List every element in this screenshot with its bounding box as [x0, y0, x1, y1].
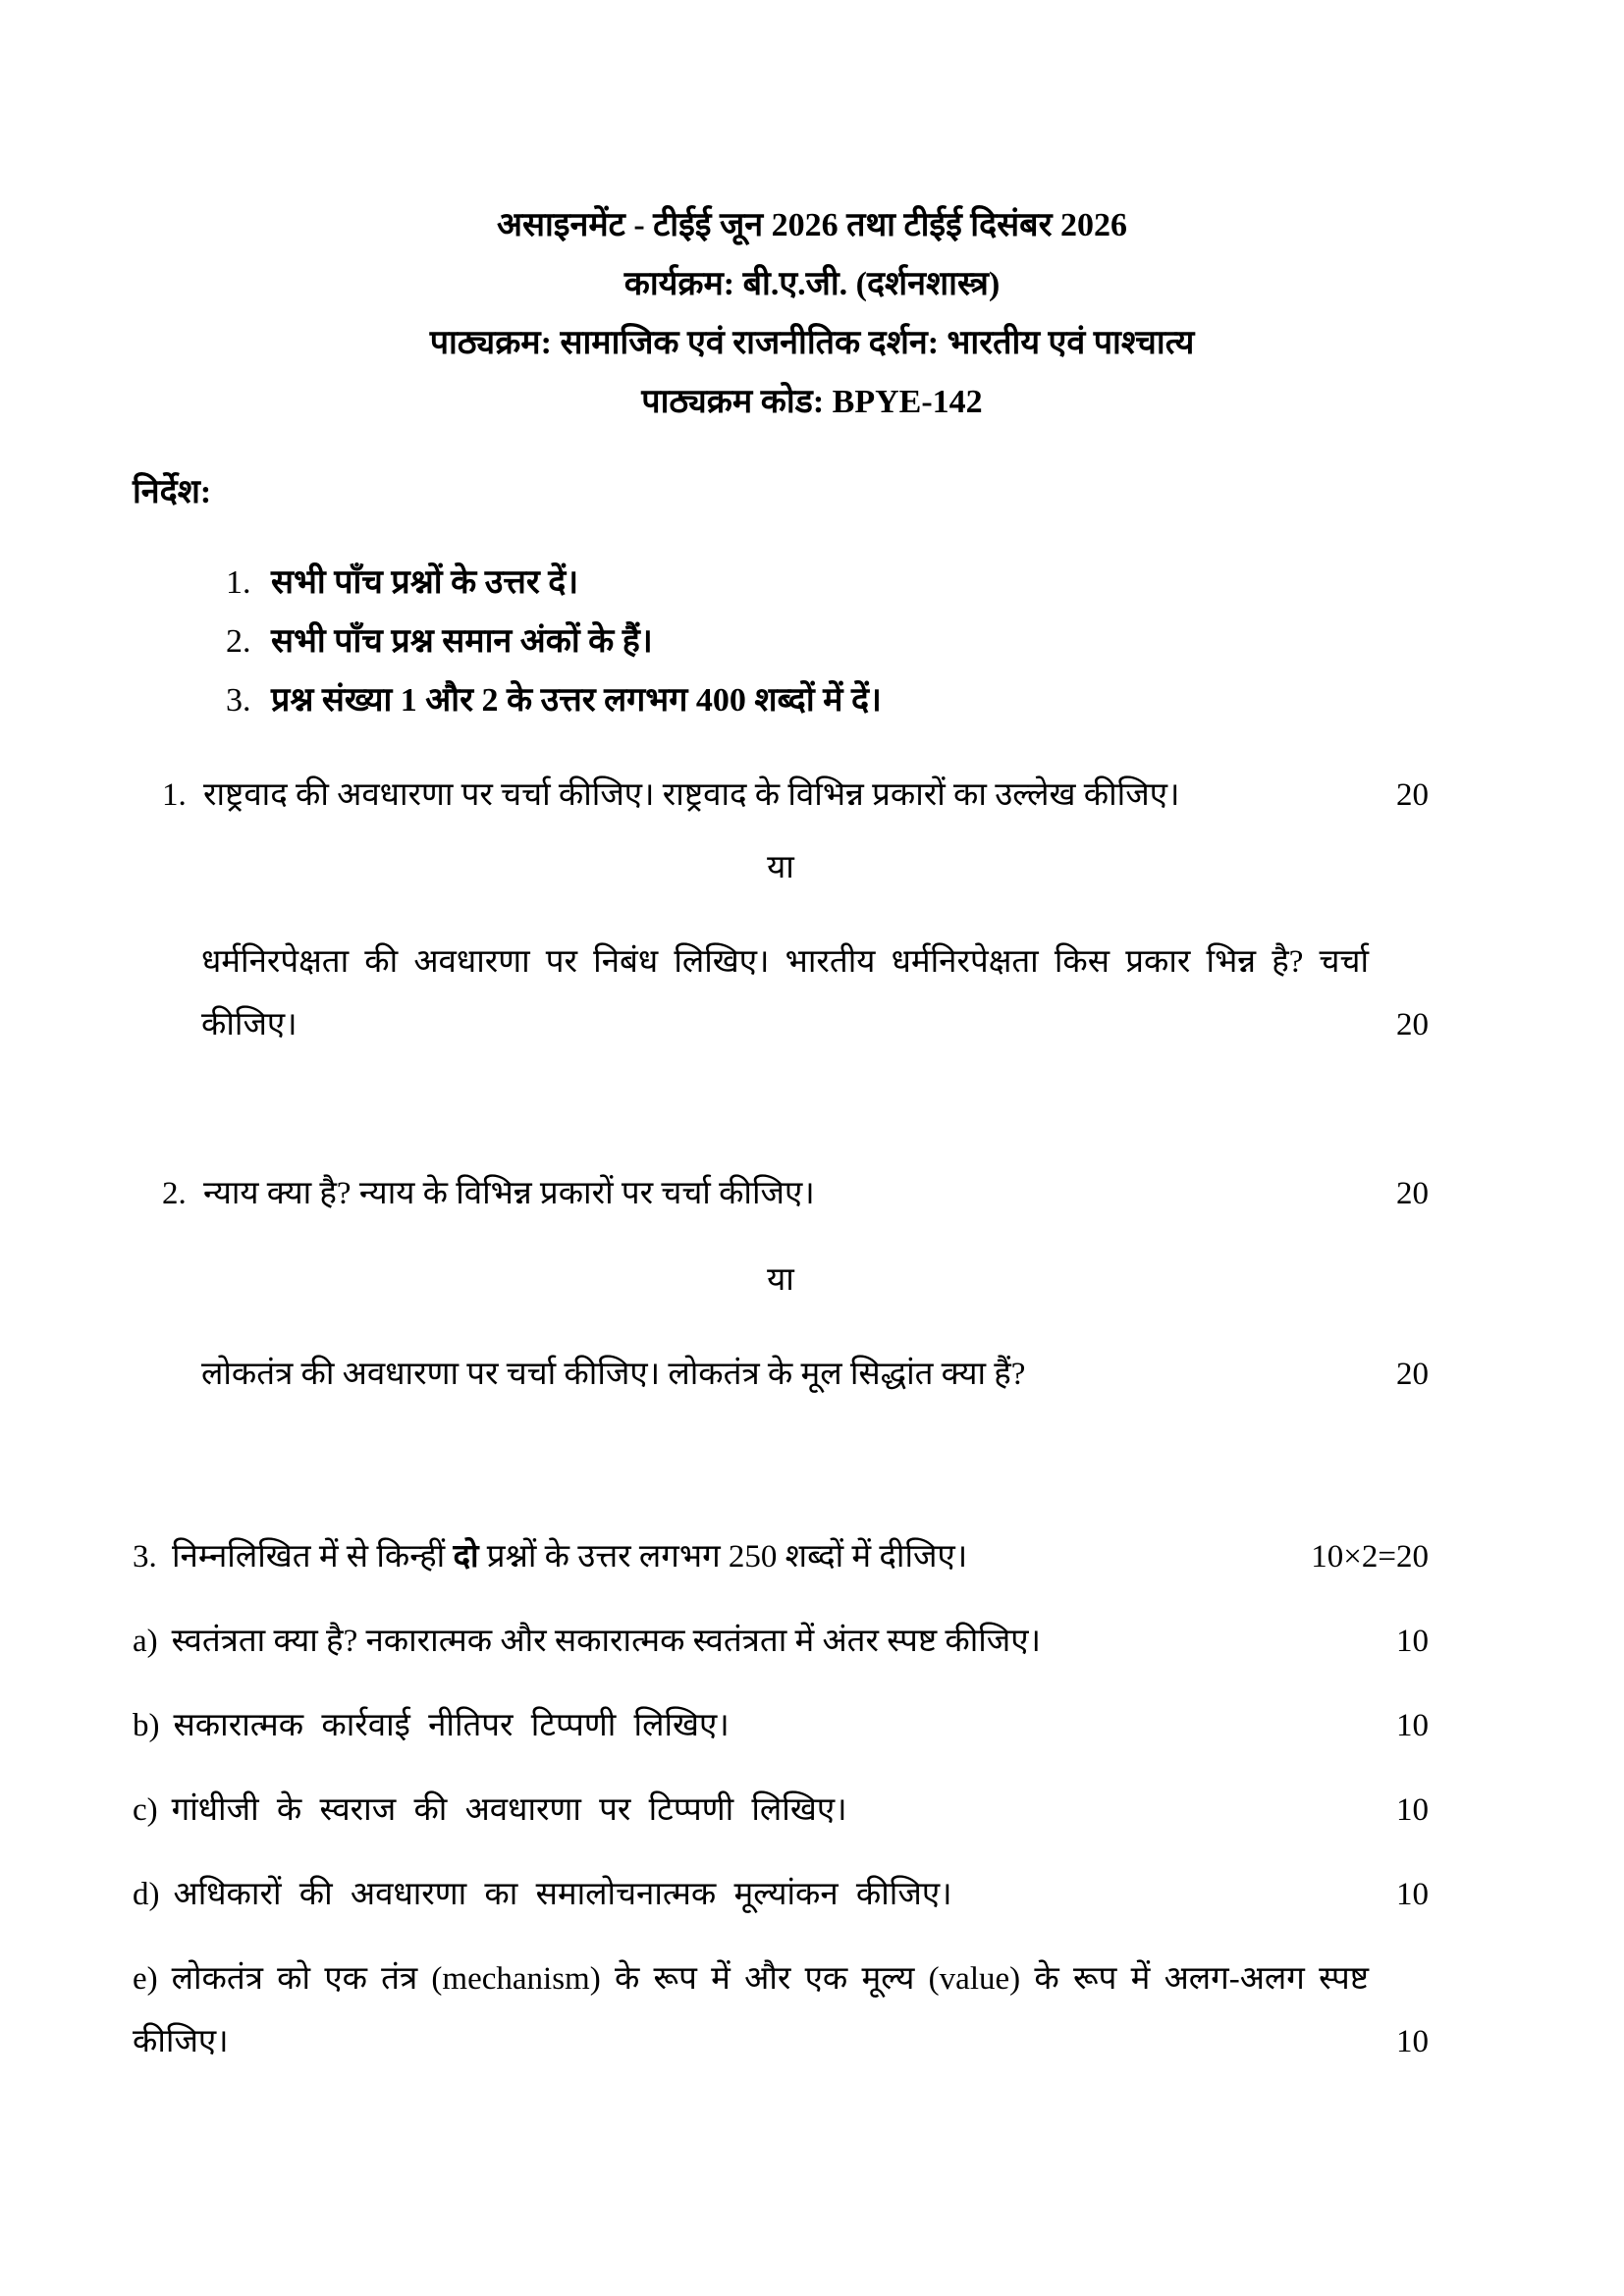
- subquestion-marks: 10: [1396, 1624, 1429, 1659]
- instructions-list: [133, 554, 1429, 730]
- subquestion-text: [133, 1948, 1369, 2073]
- subquestion-d: [133, 1863, 1429, 1926]
- document-header: [0, 196, 1624, 432]
- question-marks: 20: [1396, 1357, 1429, 1392]
- instruction-item-3: [133, 671, 1429, 730]
- instruction-text: सभी पाँच प्रश्नों के उत्तर दें।: [271, 564, 579, 601]
- question-3: [133, 1525, 1429, 1588]
- subquestion-label: c): [133, 1792, 158, 1828]
- question-number: 2.: [162, 1176, 187, 1211]
- question-marks: 20: [1396, 1007, 1429, 1042]
- programme-title: कार्यक्रम: बी.ए.जी. (दर्शनशास्त्र): [623, 266, 1001, 302]
- question-1: [133, 764, 1429, 827]
- instruction-number: 3.: [226, 682, 251, 719]
- question-text: [172, 1525, 1283, 1588]
- question-text-post: प्रश्नों के उत्तर लगभग 250 शब्दों में दीजिए।: [478, 1539, 968, 1575]
- instruction-text: सभी पाँच प्रश्न समान अंकों के हैं।: [271, 623, 653, 660]
- course-title: पाठ्यक्रम: सामाजिक एवं राजनीतिक दर्शन: भारतीय एवं पाश्चात्य: [429, 325, 1195, 361]
- subquestion-label: d): [133, 1877, 160, 1912]
- instructions-heading: निर्देश:: [133, 474, 212, 510]
- subquestion-body: गांधीजी के स्वराज की अवधारणा पर टिप्पणी लिखिए।: [171, 1792, 847, 1828]
- subquestion-text: [133, 1610, 1369, 1673]
- subquestion-label: a): [133, 1624, 158, 1659]
- question-marks: 20: [1396, 777, 1429, 813]
- subquestion-label: e): [133, 1961, 158, 1997]
- course-code: पाठ्यक्रम कोड: BPYE-142: [641, 384, 983, 420]
- question-text-emphasis: दो: [453, 1539, 479, 1575]
- subquestion-label: b): [133, 1708, 160, 1743]
- or-separator-2: या: [767, 1262, 794, 1298]
- instruction-item-1: [133, 554, 1429, 613]
- question-text: लोकतंत्र की अवधारणा पर चर्चा कीजिए। लोकतंत्र के मूल सिद्धांत क्या हैं?: [201, 1357, 1026, 1392]
- assignment-session-title: असाइनमेंट - टीईई जून 2026 तथा टीईई दिसंबर 2026: [497, 207, 1127, 243]
- question-text: न्याय क्या है? न्याय के विभिन्न प्रकारों पर चर्चा कीजिए।: [203, 1176, 815, 1211]
- subquestion-a: [133, 1610, 1429, 1673]
- subquestion-text: [133, 1779, 1369, 1842]
- question-marks: 10×2=20: [1311, 1539, 1429, 1575]
- instruction-number: 1.: [226, 564, 251, 601]
- question-text: धर्मनिरपेक्षता की अवधारणा पर निबंध लिखिए। भारतीय धर्मनिरपेक्षता किस प्रकार भिन्न है? चर्चा कीजिए।: [201, 944, 1369, 1042]
- instruction-item-2: [133, 613, 1429, 671]
- subquestion-text: [133, 1863, 1369, 1926]
- subquestion-marks: 10: [1396, 1708, 1429, 1743]
- question-text-pre: निम्नलिखित में से किन्हीं: [172, 1539, 454, 1575]
- subquestion-e: [133, 1948, 1429, 2073]
- question-2: [133, 1162, 1429, 1225]
- question-marks: 20: [1396, 1176, 1429, 1211]
- or-separator-1: या: [767, 850, 794, 885]
- subquestion-b: [133, 1694, 1429, 1757]
- question-number: 1.: [162, 777, 187, 813]
- subquestion-marks: 10: [1396, 1792, 1429, 1828]
- instruction-number: 2.: [226, 623, 251, 660]
- question-text: राष्ट्रवाद की अवधारणा पर चर्चा कीजिए। राष्ट्रवाद के विभिन्न प्रकारों का उल्लेख कीजिए।: [203, 777, 1180, 813]
- subquestion-marks: 10: [1396, 1877, 1429, 1912]
- question-1-alternative: [133, 931, 1429, 1056]
- question-2-alternative: [133, 1343, 1429, 1406]
- subquestion-body: लोकतंत्र को एक तंत्र (mechanism) के रूप में और एक मूल्य (value) के रूप में अलग-अलग स्पष्ट कीजिए।: [133, 1961, 1369, 2059]
- subquestion-body: स्वतंत्रता क्या है? नकारात्मक और सकारात्मक स्वतंत्रता में अंतर स्पष्ट कीजिए।: [171, 1624, 1042, 1659]
- subquestion-body: अधिकारों की अवधारणा का समालोचनात्मक मूल्यांकन कीजिए।: [173, 1877, 952, 1912]
- question-number: 3.: [133, 1539, 157, 1575]
- subquestion-body: सकारात्मक कार्रवाई नीतिपर टिप्पणी लिखिए।: [173, 1708, 730, 1743]
- subquestion-c: [133, 1779, 1429, 1842]
- subquestion-marks: 10: [1396, 2024, 1429, 2059]
- subquestion-text: [133, 1694, 1369, 1757]
- instruction-text: प्रश्न संख्या 1 और 2 के उत्तर लगभग 400 शब्दों में दें।: [271, 682, 882, 719]
